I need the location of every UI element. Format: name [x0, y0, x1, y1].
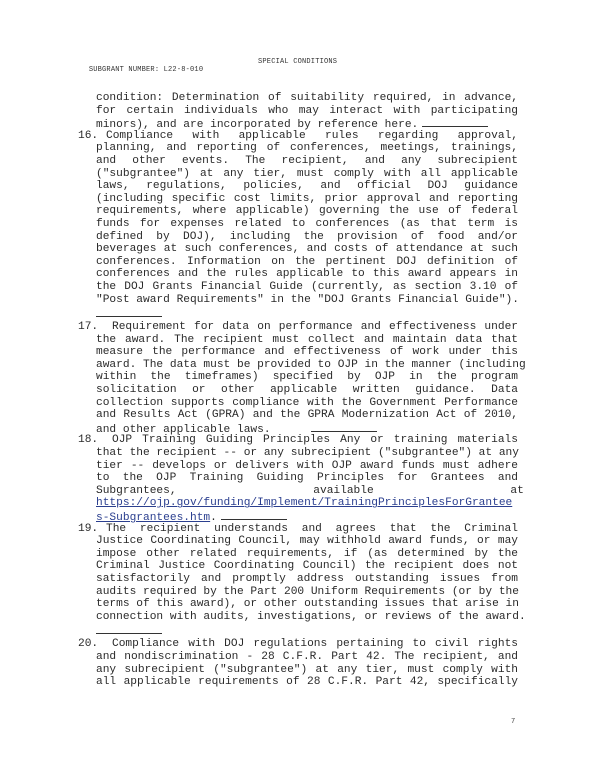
text-line: ("subgrantee") at any tier, must comply with all applicable: [96, 167, 518, 180]
text-line: requirements, where applicable) governing the use of federal: [96, 205, 518, 218]
signature-initial-blank: [96, 627, 162, 634]
text-line: and other applicable laws.: [78, 422, 518, 435]
training-principles-link[interactable]: https://ojp.gov/funding/Implement/TrainingPrinciplesForGrantee: [96, 497, 513, 510]
signature-initial-blank: [422, 117, 488, 127]
text-line: minors), and are incorporated by reference here.: [78, 117, 518, 130]
text-line: Criminal Justice Coordinating Council) the recipient does not: [96, 560, 518, 573]
text-line: and Results Act (GPRA) and the GPRA Modernization Act of 2010,: [96, 409, 518, 422]
text-line: all applicable requirements of 28 C.F.R. Part 42, specifically: [96, 676, 518, 689]
signature-initial-blank: [311, 422, 377, 432]
condition-number: 20.: [78, 638, 99, 651]
text-line: that the recipient -- or any subrecipient ("subgrantee") at any: [96, 447, 519, 460]
text-line: for certain individuals who may interact with participating: [96, 104, 518, 117]
text-line: to the OJP Training Guiding Principles for Grantees and: [96, 472, 518, 485]
text-line: award. The data must be provided to OJP in the manner (including: [96, 358, 526, 371]
condition-20: [78, 638, 518, 688]
text-line: the DOJ Grants Financial Guide (currently, as section 3.10 of: [96, 280, 518, 293]
condition-17: [78, 321, 526, 436]
text-line: conferences and the rules applicable to this award appears in: [96, 268, 518, 281]
text-line: (including specific cost limits, prior approval and reporting: [96, 192, 518, 205]
text-line: condition: Determination of suitability required, in advance,: [96, 92, 518, 104]
text-line: funds for expenses related to conferences (as that term is: [96, 217, 518, 230]
text-line: audits required by the Part 200 Uniform Requirements (or by the: [96, 585, 519, 598]
condition-19: [78, 522, 526, 635]
condition-15-continuation: [78, 92, 518, 130]
text-line: 16. Compliance with applicable rules regarding approval,: [78, 129, 518, 142]
text-line: 20. Compliance with DOJ regulations pertaining to civil rights: [78, 638, 518, 651]
text-line: planning, and reporting of conferences, meetings, trainings,: [96, 142, 518, 155]
text-line: any subrecipient ("subgrantee") at any tier, must comply with: [96, 663, 518, 676]
document-body: [78, 92, 526, 689]
subgrant-number: SUBGRANT NUMBER: L22-8-010: [88, 66, 204, 74]
condition-16: [78, 130, 518, 317]
text-line: "Post award Requirements" in the "DOJ Grants Financial Guide").: [96, 293, 519, 306]
text-line: terms of this award), or other outstanding issues that arise in: [96, 598, 519, 611]
text-line: s-Subgrantees.htm.: [78, 510, 518, 523]
condition-number: 19.: [78, 522, 99, 535]
signature-initial-blank: [221, 510, 287, 520]
condition-number: 16.: [78, 129, 99, 142]
text-line: Subgrantees, available at: [96, 484, 524, 497]
text-line: solicitation or other applicable written guidance. Data: [96, 384, 518, 397]
header-title: SPECIAL CONDITIONS: [258, 58, 338, 66]
text-line: tier -- develops or delivers with OJP award funds must adhere: [96, 459, 518, 472]
text-line: [78, 497, 518, 510]
condition-18: [78, 434, 524, 524]
text-line: the award. The recipient must collect and maintain data that: [96, 333, 518, 346]
page-number: 7: [511, 718, 516, 726]
text-line: collection supports compliance with the Government Performance: [96, 396, 518, 409]
text-line: 19. The recipient understands and agrees that the Criminal: [78, 522, 518, 535]
text-line: Justice Coordinating Council, may withhold award funds, or may: [96, 535, 518, 548]
text-line: 18. OJP Training Guiding Principles Any or training materials: [78, 434, 518, 447]
text-line: within the timeframes) specified by OJP in the program: [96, 371, 518, 384]
text-line: measure the performance and effectiveness of work under this: [96, 346, 518, 359]
signature-initial-blank: [96, 310, 162, 317]
text-line: and nondiscrimination - 28 C.F.R. Part 42. The recipient, and: [96, 650, 518, 663]
text-line: impose other related requirements, if (as determined by the: [96, 547, 518, 560]
condition-number: 18.: [78, 434, 99, 447]
text-line: satisfactorily and promptly address outstanding issues from: [96, 572, 518, 585]
text-line: connection with audits, investigations, or reviews of the award.: [96, 610, 526, 623]
text-line: defined by DOJ), including the provision of food and/or: [96, 230, 518, 243]
text-line: beverages at such conferences, and costs of attendance at such: [96, 243, 518, 256]
training-principles-link-continued[interactable]: s-Subgrantees.htm: [96, 512, 211, 524]
condition-number: 17.: [78, 321, 99, 334]
text-line: 17. Requirement for data on performance and effectiveness under: [78, 321, 518, 334]
text-line: and other events. The recipient, and any subrecipient: [96, 154, 518, 167]
text-line: conferences. Information on the pertinent DOJ definition of: [96, 255, 518, 268]
text-line: laws, regulations, policies, and official DOJ guidance: [96, 180, 518, 193]
page-header: [80, 58, 338, 82]
